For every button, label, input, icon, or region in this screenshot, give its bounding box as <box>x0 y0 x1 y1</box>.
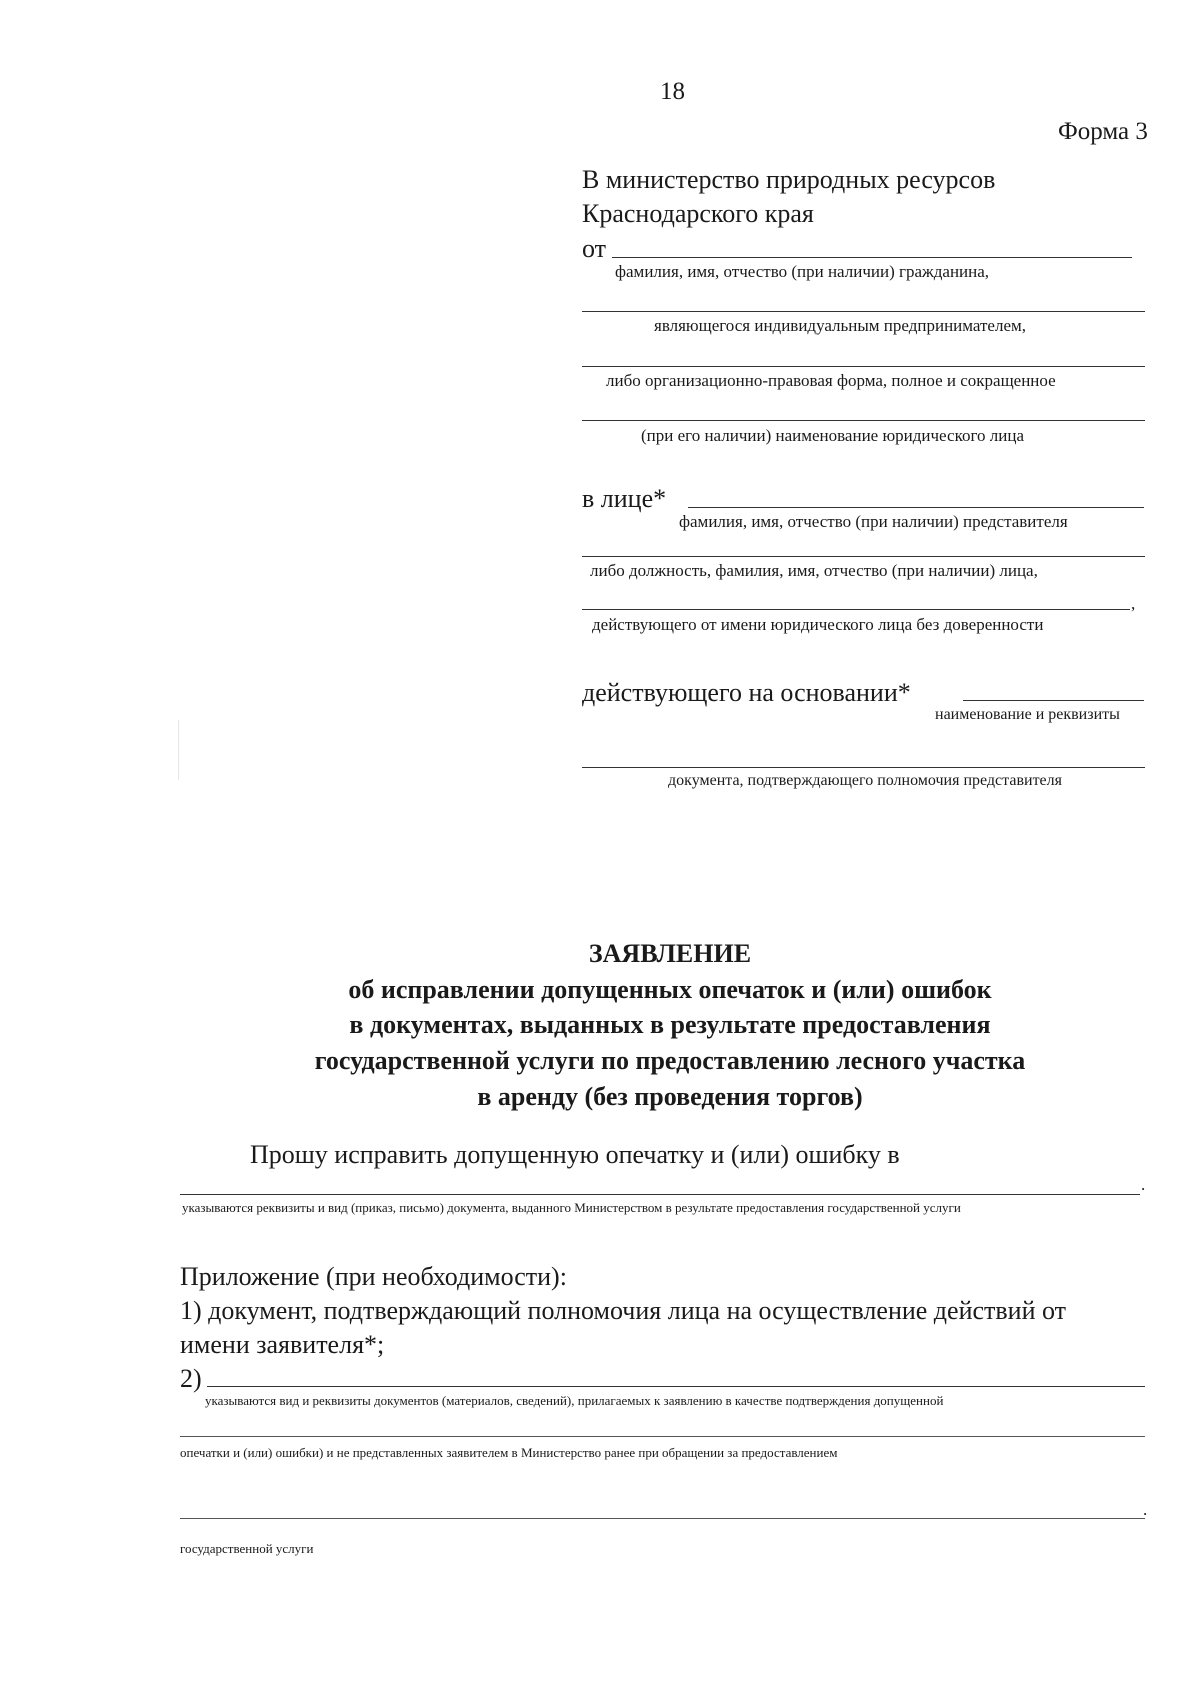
from-input-line[interactable] <box>612 257 1132 258</box>
request-input-line[interactable] <box>180 1194 1140 1195</box>
appendix-item-2-input-line-2[interactable] <box>180 1436 1145 1437</box>
appendix-title: Приложение (при необходимости): <box>180 1262 567 1291</box>
comma: , <box>1131 594 1136 613</box>
title-line-2: об исправлении допущенных опечаток и (или) ошибок <box>348 975 992 1004</box>
request-period: . <box>1141 1175 1146 1194</box>
title-line-1: ЗАЯВЛЕНИЕ <box>588 939 752 968</box>
basis-input-line-2[interactable] <box>582 767 1145 768</box>
from-hint-1: фамилия, имя, отчество (при наличии) гражданина, <box>615 262 990 281</box>
appendix-item-2-hint-2: опечатки и (или) ошибки) и не представленных заявителем в Министерство ранее при обращении за предоставлением <box>180 1445 838 1460</box>
appendix-item-2-prefix: 2) <box>180 1364 202 1393</box>
basis-hint-1: наименование и реквизиты <box>935 706 1120 723</box>
representative-input-line-3[interactable] <box>582 609 1130 610</box>
representative-input-line[interactable] <box>688 507 1144 508</box>
appendix-item-2-input-line[interactable] <box>207 1386 1145 1387</box>
in-person-prefix: в лице* <box>582 484 667 513</box>
from-hint-4: (при его наличии) наименование юридического лица <box>641 426 1024 445</box>
from-hint-2: являющегося индивидуальным предпринимателем, <box>654 316 1027 335</box>
representative-hint-1: фамилия, имя, отчество (при наличии) представителя <box>679 512 1068 531</box>
appendix-item-2-input-line-3[interactable] <box>180 1518 1145 1519</box>
form-label: Форма 3 <box>1058 118 1148 145</box>
appendix-item-2-period: . <box>1143 1500 1148 1519</box>
representative-hint-2: либо должность, фамилия, имя, отчество (при наличии) лица, <box>590 561 1038 580</box>
representative-hint-3: действующего от имени юридического лица без доверенности <box>592 615 1044 634</box>
title-line-5: в аренду (без проведения торгов) <box>477 1082 863 1111</box>
title-line-3: в документах, выданных в результате предоставления <box>349 1010 991 1039</box>
addressee-line-1: В министерство природных ресурсов <box>582 165 996 194</box>
request-hint: указываются реквизиты и вид (приказ, письмо) документа, выданного Министерством в результате предоставления государственной услуги <box>182 1200 961 1215</box>
from-input-line-2[interactable] <box>582 311 1145 312</box>
appendix-item-1-line-1: 1) документ, подтверждающий полномочия лица на осуществление действий от <box>180 1296 1067 1325</box>
from-input-line-3[interactable] <box>582 366 1145 367</box>
basis-prefix: действующего на основании* <box>582 678 911 707</box>
title-line-4: государственной услуги по предоставлению лесного участка <box>314 1046 1026 1075</box>
from-input-line-4[interactable] <box>582 420 1145 421</box>
appendix-item-2-hint-1: указываются вид и реквизиты документов (материалов, сведений), прилагаемых к заявлению в качестве подтверждения допущенной <box>205 1393 944 1408</box>
from-prefix: от <box>582 234 607 263</box>
page-number: 18 <box>660 78 685 105</box>
representative-input-line-2[interactable] <box>582 556 1145 557</box>
addressee-line-2: Краснодарского края <box>582 199 814 228</box>
basis-input-line[interactable] <box>963 700 1144 701</box>
appendix-item-1-line-2: имени заявителя*; <box>180 1330 385 1359</box>
request-text: Прошу исправить допущенную опечатку и (или) ошибку в <box>250 1140 900 1169</box>
appendix-item-2-hint-3: государственной услуги <box>180 1541 314 1556</box>
from-hint-3: либо организационно-правовая форма, полное и сокращенное <box>606 371 1056 390</box>
scan-artifact <box>178 720 179 780</box>
basis-hint-2: документа, подтверждающего полномочия представителя <box>668 772 1062 789</box>
